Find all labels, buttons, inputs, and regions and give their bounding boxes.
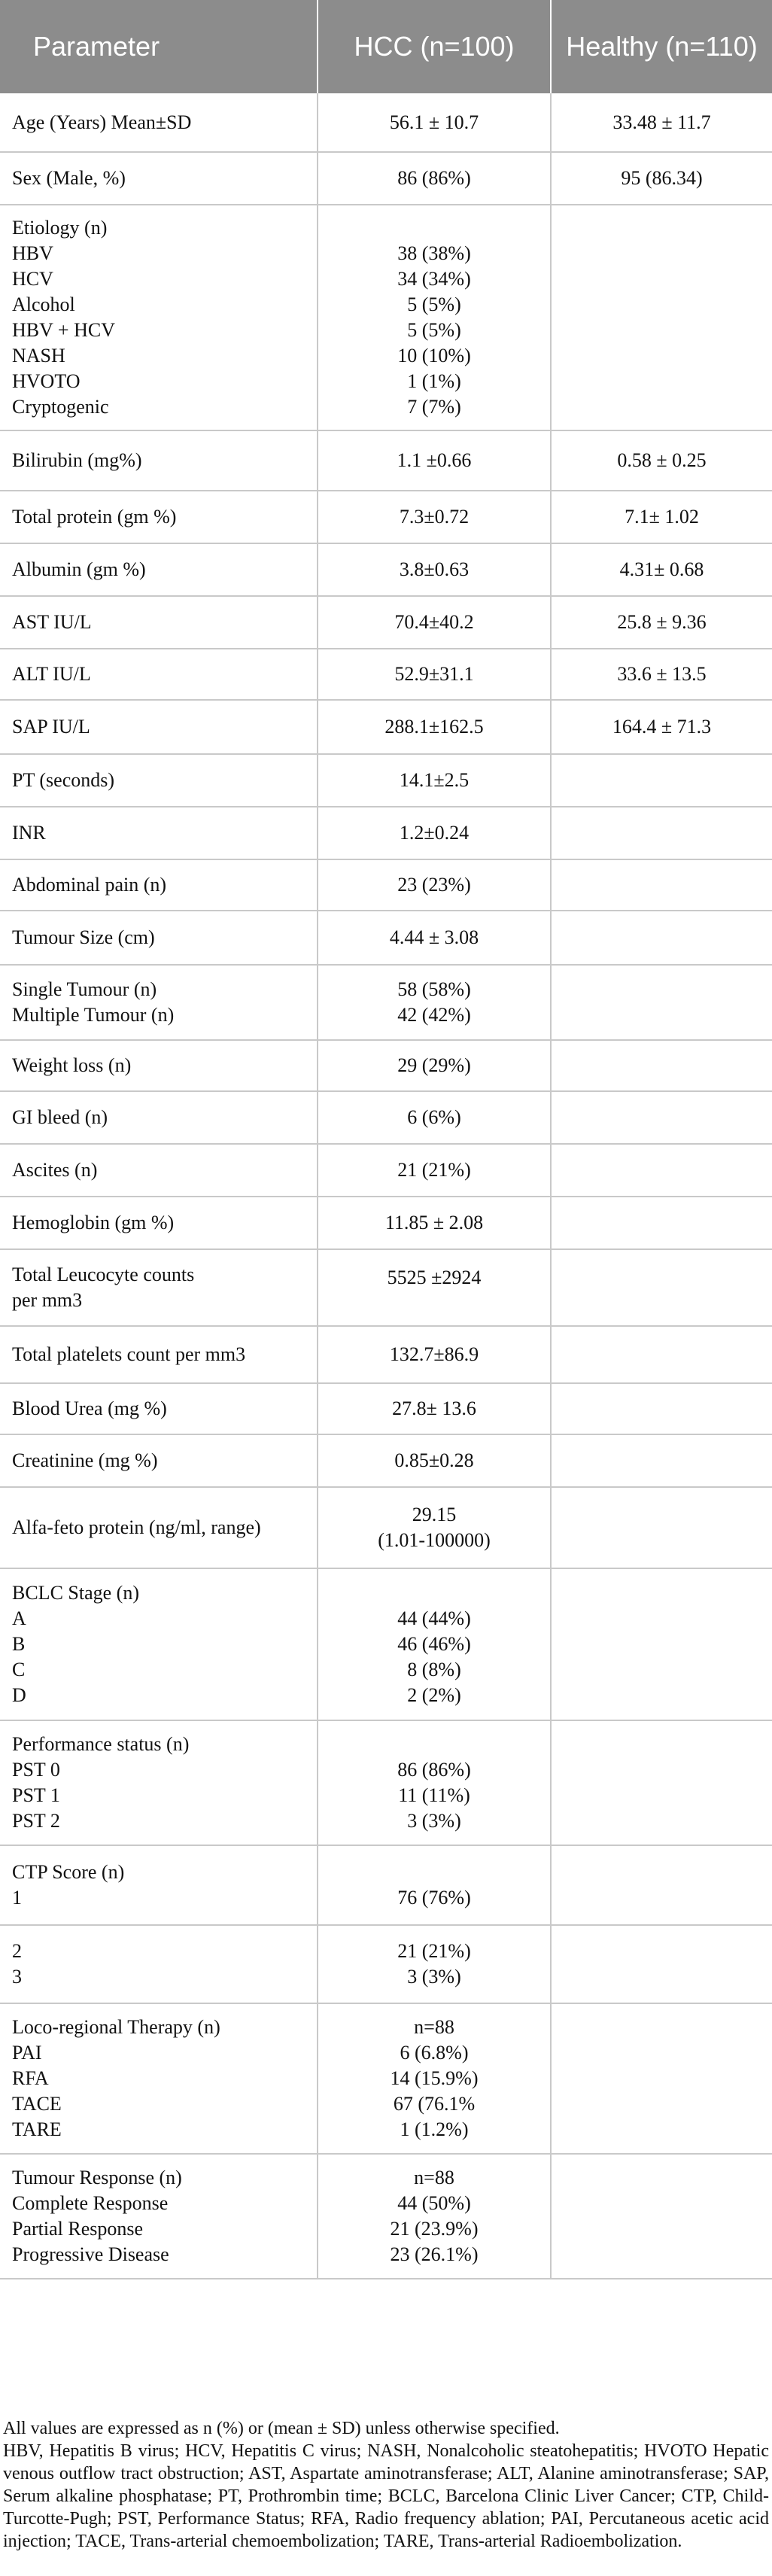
parameter-cell [0,205,318,430]
parameter-cell [0,430,318,491]
table-row [0,807,772,859]
hcc-value-line: 27.8± 13.6 [392,1397,476,1419]
hcc-value-line: 14 (15.9%) [390,2067,479,2089]
hcc-value-line: 44 (44%) [397,1607,471,1629]
table-row [0,2003,772,2154]
parameter-cell [0,1434,318,1487]
hcc-value-line: 6 (6.8%) [400,2042,469,2064]
header-healthy: Healthy (n=110) [551,0,772,93]
healthy-value-line [552,925,772,950]
hcc-value-cell [318,1091,551,1144]
parameter-cell [0,1383,318,1434]
healthy-value-line: 4.31± 0.68 [619,558,704,580]
table-row [0,1040,772,1091]
parameter-line: Complete Response [12,2192,169,2214]
hcc-value-cell [318,2003,551,2154]
hcc-value-line [318,215,550,241]
footnote-abbreviations: HBV, Hepatitis B virus; HCV, Hepatitis C virus; NASH, Nonalcoholic steatohepatitis; HVOTO Hepatic venous outflow tract obstruction; AST, Aspartate aminotransferase; ALT, Alanine aminotransferase; SAP, Serum alkaline phosphatase; PT, Prothrombin time; BCLC, Barcelona Clinic Liver Cancer; CTP, Child-Turcotte-Pugh; PST, Performance Status; RFA, Radio frequency ablation; PAI, Percutaneous acetic acid injection; TACE, Trans-arterial chemoembolization; TARE, Trans-arterial Radioembolization. [3,2441,769,2551]
healthy-value-cell [551,1434,772,1487]
hcc-value-line: 11 (11%) [398,1784,470,1806]
hcc-value-cell [318,807,551,859]
hcc-value-cell [318,430,551,491]
hcc-value-line: 288.1±162.5 [384,716,484,738]
parameter-cell [0,93,318,152]
healthy-value-line [552,1342,772,1367]
parameter-cell [0,1091,318,1144]
hcc-value-cell [318,152,551,205]
parameter-line: Etiology (n) [12,217,108,239]
table-row [0,205,772,430]
healthy-value-line [552,1951,772,1977]
hcc-value-line: 52.9±31.1 [394,663,474,685]
healthy-value-line [552,768,772,793]
hcc-value-line: 11.85 ± 2.08 [384,1212,484,1233]
hcc-value-line: 3 (3%) [407,1966,461,1988]
healthy-value-line [552,1770,772,1796]
parameter-cell [0,754,318,807]
table-row [0,1487,772,1568]
parameter-cell [0,1720,318,1845]
parameter-line: HVOTO [12,370,81,392]
table-row [0,649,772,700]
healthy-value-cell [551,807,772,859]
healthy-value-cell [551,1197,772,1249]
hcc-value-cell [318,205,551,430]
healthy-value-cell [551,1091,772,1144]
parameter-cell [0,543,318,596]
hcc-value-line: 42 (42%) [397,1004,471,1026]
healthy-value-line [552,1448,772,1474]
parameter-line: GI bleed (n) [12,1106,108,1128]
parameter-line: Total platelets count per mm3 [12,1343,246,1365]
hcc-value-cell [318,754,551,807]
hcc-value-line: 56.1 ± 10.7 [389,111,479,133]
hcc-value-line [318,1860,550,1885]
hcc-value-cell [318,543,551,596]
parameter-cell [0,859,318,911]
healthy-value-cell [551,2154,772,2279]
hcc-value-line: 1 (1.2%) [400,2118,469,2140]
table-row [0,965,772,1040]
hcc-value-cell [318,700,551,754]
hcc-value-line: 34 (34%) [397,268,471,290]
table-row [0,491,772,543]
healthy-value-line [552,1157,772,1183]
parameter-line: Ascites (n) [12,1159,98,1181]
hcc-value-cell [318,1383,551,1434]
parameter-line: INR [12,822,46,844]
parameter-line: 2 [12,1940,22,1962]
hcc-value-line: 0.85±0.28 [394,1449,474,1471]
healthy-value-line: 164.4 ± 71.3 [612,716,712,738]
hcc-value-line: 1.2±0.24 [399,822,470,844]
healthy-value-line: 95 (86.34) [621,167,703,189]
hcc-value-cell [318,1925,551,2003]
healthy-value-cell [551,1383,772,1434]
parameter-line: Partial Response [12,2218,144,2240]
healthy-value-cell [551,93,772,152]
healthy-value-cell [551,430,772,491]
table-row [0,1720,772,1845]
parameter-line: Cryptogenic [12,396,109,418]
hcc-value-line: 29 (29%) [397,1054,471,1076]
parameter-line: A [12,1607,26,1629]
parameter-cell [0,1845,318,1925]
table-row [0,911,772,965]
table-row [0,1197,772,1249]
parameter-cell [0,700,318,754]
table-row [0,1568,772,1720]
healthy-value-cell [551,859,772,911]
parameter-line: TACE [12,2093,62,2115]
healthy-value-line [552,820,772,846]
table-row [0,152,772,205]
parameter-line: PAI [12,2042,42,2064]
hcc-value-line: n=88 [414,2167,454,2188]
hcc-value-line: n=88 [414,2016,454,2038]
parameter-line: Alfa-feto protein (ng/ml, range) [12,1516,261,1538]
hcc-value-line: 7 (7%) [407,396,461,418]
parameter-line: PST 2 [12,1810,60,1832]
parameter-line: Total Leucocyte counts [12,1264,195,1285]
healthy-value-line [552,2203,772,2229]
healthy-value-line [552,1515,772,1540]
hcc-value-line: 46 (46%) [397,1633,471,1655]
healthy-value-line [552,2066,772,2091]
parameter-line: Tumour Response (n) [12,2167,182,2188]
parameter-cell [0,649,318,700]
footnote-line-1: All values are expressed as n (%) or (mean ± SD) unless otherwise specified. [3,2419,560,2438]
parameter-line: Abdominal pain (n) [12,874,167,896]
parameter-line: Creatinine (mg %) [12,1449,158,1471]
parameter-cell [0,1249,318,1326]
healthy-value-cell [551,965,772,1040]
parameter-line: Single Tumour (n) [12,978,157,1000]
hcc-value-line: 2 (2%) [407,1684,461,1706]
healthy-value-cell [551,2003,772,2154]
healthy-value-cell [551,1249,772,1326]
parameter-cell [0,1040,318,1091]
table-row [0,1249,772,1326]
hcc-value-line: 23 (26.1%) [390,2243,479,2265]
healthy-value-line: 25.8 ± 9.36 [617,611,707,633]
healthy-value-cell [551,1568,772,1720]
hcc-value-line: 5 (5%) [407,319,461,341]
parameter-line: Weight loss (n) [12,1054,132,1076]
parameter-line: D [12,1684,26,1706]
hcc-value-line: 44 (50%) [397,2192,471,2214]
parameter-line: AST IU/L [12,611,92,633]
healthy-value-line [552,1210,772,1236]
hcc-value-line: 21 (21%) [397,1940,471,1962]
hcc-value-cell [318,911,551,965]
hcc-value-line: 23 (23%) [397,874,471,896]
healthy-value-cell [551,205,772,430]
hcc-value-cell [318,1040,551,1091]
hcc-value-line: 132.7±86.9 [389,1343,479,1365]
table-row [0,596,772,649]
hcc-value-line: 1.1 ±0.66 [397,449,472,471]
hcc-value-cell [318,1144,551,1197]
hcc-value-line: 4.44 ± 3.08 [389,926,479,948]
hcc-value-line: 14.1±2.5 [399,769,470,791]
parameter-line: C [12,1659,26,1680]
table-header-row [0,0,772,93]
table-row [0,1925,772,2003]
healthy-value-cell [551,1925,772,2003]
hcc-value-line: 21 (21%) [397,1159,471,1181]
hcc-value-line [318,1580,550,1606]
hcc-value-line: 70.4±40.2 [394,611,474,633]
parameter-line: BCLC Stage (n) [12,1582,139,1604]
hcc-value-line: 58 (58%) [397,978,471,1000]
hcc-value-cell [318,965,551,1040]
parameter-line: Performance status (n) [12,1733,190,1755]
header-parameter: Parameter [0,0,318,93]
hcc-value-cell [318,1197,551,1249]
parameter-cell [0,1197,318,1249]
healthy-value-line [552,1275,772,1300]
hcc-value-cell [318,1249,551,1326]
hcc-value-cell [318,1568,551,1720]
healthy-value-cell [551,152,772,205]
parameter-cell [0,965,318,1040]
parameter-cell [0,491,318,543]
table-row [0,1091,772,1144]
parameter-cell [0,1487,318,1568]
parameter-line: CTP Score (n) [12,1861,125,1883]
healthy-value-line: 33.6 ± 13.5 [617,663,707,685]
hcc-value-cell [318,1720,551,1845]
parameter-cell [0,2003,318,2154]
hcc-value-cell [318,1326,551,1383]
parameter-line: Sex (Male, %) [12,167,126,189]
parameter-line: PST 1 [12,1784,60,1806]
healthy-value-cell [551,700,772,754]
parameter-cell [0,807,318,859]
table-row [0,700,772,754]
parameter-line: Loco-regional Therapy (n) [12,2016,220,2038]
healthy-value-cell [551,596,772,649]
healthy-value-cell [551,754,772,807]
healthy-value-line [552,1632,772,1657]
healthy-value-cell [551,649,772,700]
table-row [0,430,772,491]
hcc-value-line: 5525 ±2924 [387,1267,482,1288]
parameter-line: HBV [12,242,53,264]
parameter-line: B [12,1633,26,1655]
table-row [0,2154,772,2279]
healthy-value-line [552,1872,772,1898]
parameter-line: Albumin (gm %) [12,558,146,580]
parameter-line: Blood Urea (mg %) [12,1397,167,1419]
hcc-value-line: 10 (10%) [397,345,471,366]
parameter-cell [0,2154,318,2279]
parameter-line: SAP IU/L [12,716,90,738]
hcc-value-line: 86 (86%) [397,167,471,189]
parameter-line: Alcohol [12,293,75,315]
hcc-value-line [318,1732,550,1757]
hcc-value-line: 29.15 [412,1504,457,1525]
hcc-value-cell [318,1434,551,1487]
hcc-value-line: 67 (76.1% [393,2093,476,2115]
healthy-value-cell [551,543,772,596]
hcc-value-line: 5 (5%) [407,293,461,315]
parameter-line: Multiple Tumour (n) [12,1004,175,1026]
parameter-line: Tumour Size (cm) [12,926,155,948]
healthy-value-cell [551,491,772,543]
table-row [0,859,772,911]
healthy-value-line [552,990,772,1015]
table-row [0,93,772,152]
hcc-value-line: 6 (6%) [407,1106,461,1128]
hcc-value-cell [318,596,551,649]
healthy-value-line [552,305,772,330]
parameter-line: TARE [12,2118,62,2140]
healthy-value-cell [551,1040,772,1091]
table-row [0,1144,772,1197]
parameter-line: HBV + HCV [12,319,115,341]
hcc-value-cell [318,859,551,911]
hcc-value-line: 1 (1%) [407,370,461,392]
parameter-line: Total protein (gm %) [12,506,177,528]
hcc-value-line: 76 (76%) [397,1887,471,1908]
table-row [0,1383,772,1434]
table-body [0,93,772,2279]
hcc-value-cell [318,1487,551,1568]
table-row [0,754,772,807]
healthy-value-line: 7.1± 1.02 [625,506,699,528]
hcc-value-line: 21 (23.9%) [390,2218,479,2240]
hcc-value-line: 3.8±0.63 [399,558,470,580]
healthy-value-line: 33.48 ± 11.7 [612,111,711,133]
healthy-value-line: 0.58 ± 0.25 [617,449,707,471]
parameter-line: PT (seconds) [12,769,115,791]
healthy-value-cell [551,1487,772,1568]
parameter-cell [0,1925,318,2003]
parameter-line: Age (Years) Mean±SD [12,111,192,133]
parameter-cell [0,152,318,205]
healthy-value-line [552,1396,772,1422]
healthy-value-line [552,872,772,898]
parameter-line: 3 [12,1966,22,1988]
header-hcc: HCC (n=100) [318,0,551,93]
hcc-value-line: 38 (38%) [397,242,471,264]
parameter-line: Hemoglobin (gm %) [12,1212,175,1233]
healthy-value-cell [551,1720,772,1845]
parameter-line: Progressive Disease [12,2243,169,2265]
hcc-value-line: (1.01-100000) [378,1529,491,1551]
parameter-cell [0,596,318,649]
healthy-value-line [552,1053,772,1078]
parameter-line: Bilirubin (mg%) [12,449,142,471]
parameter-line: 1 [12,1887,22,1908]
hcc-value-line: 3 (3%) [407,1810,461,1832]
table-row [0,1434,772,1487]
table-row [0,1845,772,1925]
hcc-value-cell [318,491,551,543]
hcc-value-cell [318,1845,551,1925]
parameter-line: ALT IU/L [12,663,91,685]
parameter-cell [0,911,318,965]
healthy-value-cell [551,1326,772,1383]
table-row [0,543,772,596]
parameter-line: per mm3 [12,1289,83,1311]
hcc-value-cell [318,2154,551,2279]
hcc-value-cell [318,649,551,700]
hcc-value-line: 8 (8%) [407,1659,461,1680]
parameter-cell [0,1568,318,1720]
parameter-line: RFA [12,2067,49,2089]
hcc-value-cell [318,93,551,152]
healthy-value-line [552,1105,772,1130]
table-footnote [3,2417,769,2553]
parameter-line: HCV [12,268,53,290]
hcc-value-line: 7.3±0.72 [399,506,470,528]
parameter-line: NASH [12,345,65,366]
parameter-line: PST 0 [12,1759,60,1781]
parameter-cell [0,1326,318,1383]
healthy-value-cell [551,1144,772,1197]
hcc-value-line: 86 (86%) [397,1759,471,1781]
healthy-value-cell [551,1845,772,1925]
table-row [0,1326,772,1383]
healthy-value-cell [551,911,772,965]
parameter-cell [0,1144,318,1197]
